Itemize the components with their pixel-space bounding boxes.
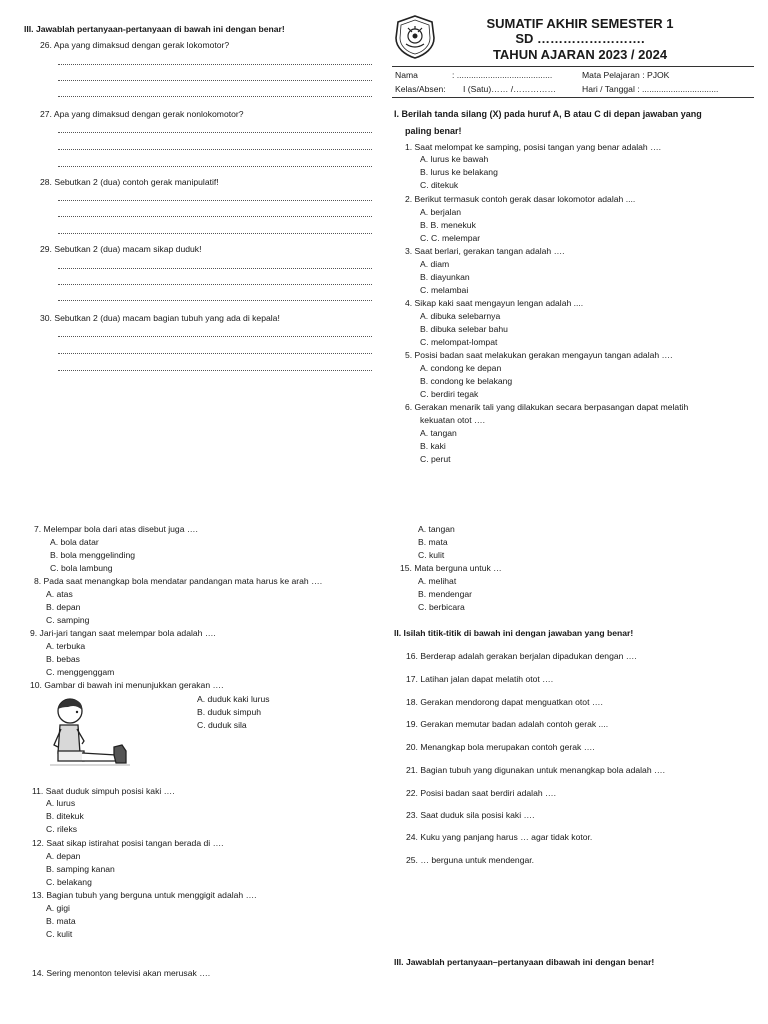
option[interactable]: C. samping	[46, 615, 90, 625]
question-18: 18. Gerakan mendorong dapat menguatkan otot ….	[406, 697, 603, 707]
answer-line[interactable]	[58, 96, 372, 97]
option[interactable]: A. lurus ke bawah	[420, 154, 489, 164]
option[interactable]: C. C. melempar	[420, 233, 481, 243]
hari-field[interactable]: Hari / Tanggal : ................................	[582, 84, 719, 94]
answer-line[interactable]	[58, 216, 372, 217]
option[interactable]: A. berjalan	[420, 207, 462, 217]
option[interactable]: A. melihat	[418, 576, 457, 586]
option[interactable]: A. condong ke depan	[420, 363, 502, 373]
question-27: 27. Apa yang dimaksud dengan gerak nonlokomotor?	[40, 109, 244, 119]
answer-line[interactable]	[58, 233, 372, 234]
option[interactable]: A. bola datar	[50, 537, 99, 547]
answer-line[interactable]	[58, 268, 372, 269]
option[interactable]: B. mata	[46, 916, 76, 926]
section-heading-mc-cont: paling benar!	[405, 126, 462, 136]
question-22: 22. Posisi badan saat berdiri adalah ….	[406, 788, 557, 798]
answer-line[interactable]	[58, 336, 372, 337]
section-heading-mc: I. Berilah tanda silang (X) pada huruf A, B atau C di depan jawaban yang	[394, 109, 702, 119]
option[interactable]: B. depan	[46, 602, 81, 612]
sitting-figure-illustration	[46, 695, 132, 775]
option[interactable]: A. tangan	[418, 524, 455, 534]
option[interactable]: B. lurus ke belakang	[420, 167, 498, 177]
question-19: 19. Gerakan memutar badan adalah contoh gerak ....	[406, 719, 609, 729]
question-29: 29. Sebutkan 2 (dua) macam sikap duduk!	[40, 244, 202, 254]
option[interactable]: B. B. menekuk	[420, 220, 476, 230]
question-1: 1. Saat melompat ke samping, posisi tangan yang benar adalah ….	[405, 142, 662, 152]
option[interactable]: C. kulit	[418, 550, 445, 560]
answer-line[interactable]	[58, 64, 372, 65]
option[interactable]: B. bola menggelinding	[50, 550, 136, 560]
option[interactable]: A. gigi	[46, 903, 70, 913]
option[interactable]: C. perut	[420, 454, 451, 464]
question-2: 2. Berikut termasuk contoh gerak dasar lokomotor adalah ....	[405, 194, 636, 204]
option[interactable]: A. tangan	[420, 428, 457, 438]
option[interactable]: B. bebas	[46, 654, 80, 664]
question-26: 26. Apa yang dimaksud dengan gerak lokomotor?	[40, 40, 230, 50]
section-heading-fill: II. Isilah titik-titik di bawah ini dengan jawaban yang benar!	[394, 628, 634, 638]
option[interactable]: A. dibuka selebarnya	[420, 311, 501, 321]
question-17: 17. Latihan jalan dapat melatih otot ….	[406, 674, 554, 684]
question-15: 15. Mata berguna untuk …	[400, 563, 502, 573]
exam-title: SUMATIF AKHIR SEMESTER 1	[486, 16, 674, 31]
option[interactable]: B. kaki	[420, 441, 446, 451]
question-13: 13. Bagian tubuh yang berguna untuk menggigit adalah ….	[32, 890, 257, 900]
option[interactable]: C. rileks	[46, 824, 78, 834]
option[interactable]: B. mendengar	[418, 589, 472, 599]
option[interactable]: B. condong ke belakang	[420, 376, 513, 386]
option[interactable]: B. samping kanan	[46, 864, 115, 874]
option[interactable]: C. berbicara	[418, 602, 465, 612]
question-5: 5. Posisi badan saat melakukan gerakan mengayun tangan adalah ….	[405, 350, 673, 360]
academic-year: TAHUN AJARAN 2023 / 2024	[492, 47, 668, 62]
question-11: 11. Saat duduk simpuh posisi kaki ….	[32, 786, 175, 796]
answer-line[interactable]	[58, 200, 372, 201]
option[interactable]: A. atas	[46, 589, 73, 599]
kelas-field[interactable]: I (Satu)…… /……………	[463, 84, 557, 94]
answer-line[interactable]	[58, 300, 372, 301]
option[interactable]: C. kulit	[46, 929, 73, 939]
question-28: 28. Sebutkan 2 (dua) contoh gerak manipulatif!	[40, 177, 219, 187]
question-30: 30. Sebutkan 2 (dua) macam bagian tubuh yang ada di kepala!	[40, 313, 280, 323]
option[interactable]: A. duduk kaki lurus	[197, 694, 270, 704]
section-heading-essay-2: III. Jawablah pertanyaan–pertanyaan dibawah ini dengan benar!	[394, 957, 655, 967]
nama-label: Nama	[395, 70, 418, 80]
option[interactable]: C. belakang	[46, 877, 92, 887]
question-21: 21. Bagian tubuh yang digunakan untuk menangkap bola adalah ….	[406, 765, 665, 775]
answer-line[interactable]	[58, 149, 372, 150]
question-8: 8. Pada saat menangkap bola mendatar pandangan mata harus ke arah ….	[34, 576, 323, 586]
question-14: 14. Sering menonton televisi akan merusak ….	[32, 968, 211, 978]
question-23: 23. Saat duduk sila posisi kaki ….	[406, 810, 535, 820]
option[interactable]: C. melompat-lompat	[420, 337, 498, 347]
answer-line[interactable]	[58, 166, 372, 167]
question-16: 16. Berderap adalah gerakan berjalan dipadukan dengan ….	[406, 651, 637, 661]
question-24: 24. Kuku yang panjang harus … agar tidak kotor.	[406, 832, 593, 842]
answer-line[interactable]	[58, 370, 372, 371]
option[interactable]: B. dibuka selebar bahu	[420, 324, 508, 334]
question-10: 10. Gambar di bawah ini menunjukkan gerakan ….	[30, 680, 224, 690]
option[interactable]: A. diam	[420, 259, 450, 269]
question-3: 3. Saat berlari, gerakan tangan adalah ….	[405, 246, 565, 256]
option[interactable]: A. depan	[46, 851, 81, 861]
nama-field[interactable]: : ........................................	[452, 70, 553, 80]
option[interactable]: B. ditekuk	[46, 811, 84, 821]
answer-line[interactable]	[58, 353, 372, 354]
school-name: SD …………………….	[515, 31, 645, 46]
question-20: 20. Menangkap bola merupakan contoh gerak ….	[406, 742, 595, 752]
question-12: 12. Saat sikap istirahat posisi tangan berada di ….	[32, 838, 224, 848]
option[interactable]: B. mata	[418, 537, 448, 547]
option[interactable]: C. menggenggam	[46, 667, 115, 677]
section-heading-essay: III. Jawablah pertanyaan-pertanyaan di bawah ini dengan benar!	[24, 24, 285, 34]
option[interactable]: C. duduk sila	[197, 720, 247, 730]
option[interactable]: B. duduk simpuh	[197, 707, 262, 717]
option[interactable]: C. bola lambung	[50, 563, 113, 573]
question-9: 9. Jari-jari tangan saat melempar bola adalah ….	[30, 628, 216, 638]
answer-line[interactable]	[58, 80, 372, 81]
question-25: 25. … berguna untuk mendengar.	[406, 855, 535, 865]
option[interactable]: B. diayunkan	[420, 272, 470, 282]
option[interactable]: C. melambai	[420, 285, 469, 295]
option[interactable]: A. terbuka	[46, 641, 86, 651]
question-7: 7. Melempar bola dari atas disebut juga ….	[34, 524, 198, 534]
answer-line[interactable]	[58, 132, 372, 133]
question-6-cont: kekuatan otot ….	[420, 415, 485, 425]
question-6: 6. Gerakan menarik tali yang dilakukan secara berpasangan dapat melatih	[405, 402, 689, 412]
option[interactable]: A. lurus	[46, 798, 76, 808]
kelas-label: Kelas/Absen:	[395, 84, 446, 94]
option[interactable]: C. berdiri tegak	[420, 389, 479, 399]
option[interactable]: C. ditekuk	[420, 180, 459, 190]
mapel-field: Mata Pelajaran : PJOK	[582, 70, 670, 80]
question-4: 4. Sikap kaki saat mengayun lengan adalah ....	[405, 298, 584, 308]
answer-line[interactable]	[58, 284, 372, 285]
